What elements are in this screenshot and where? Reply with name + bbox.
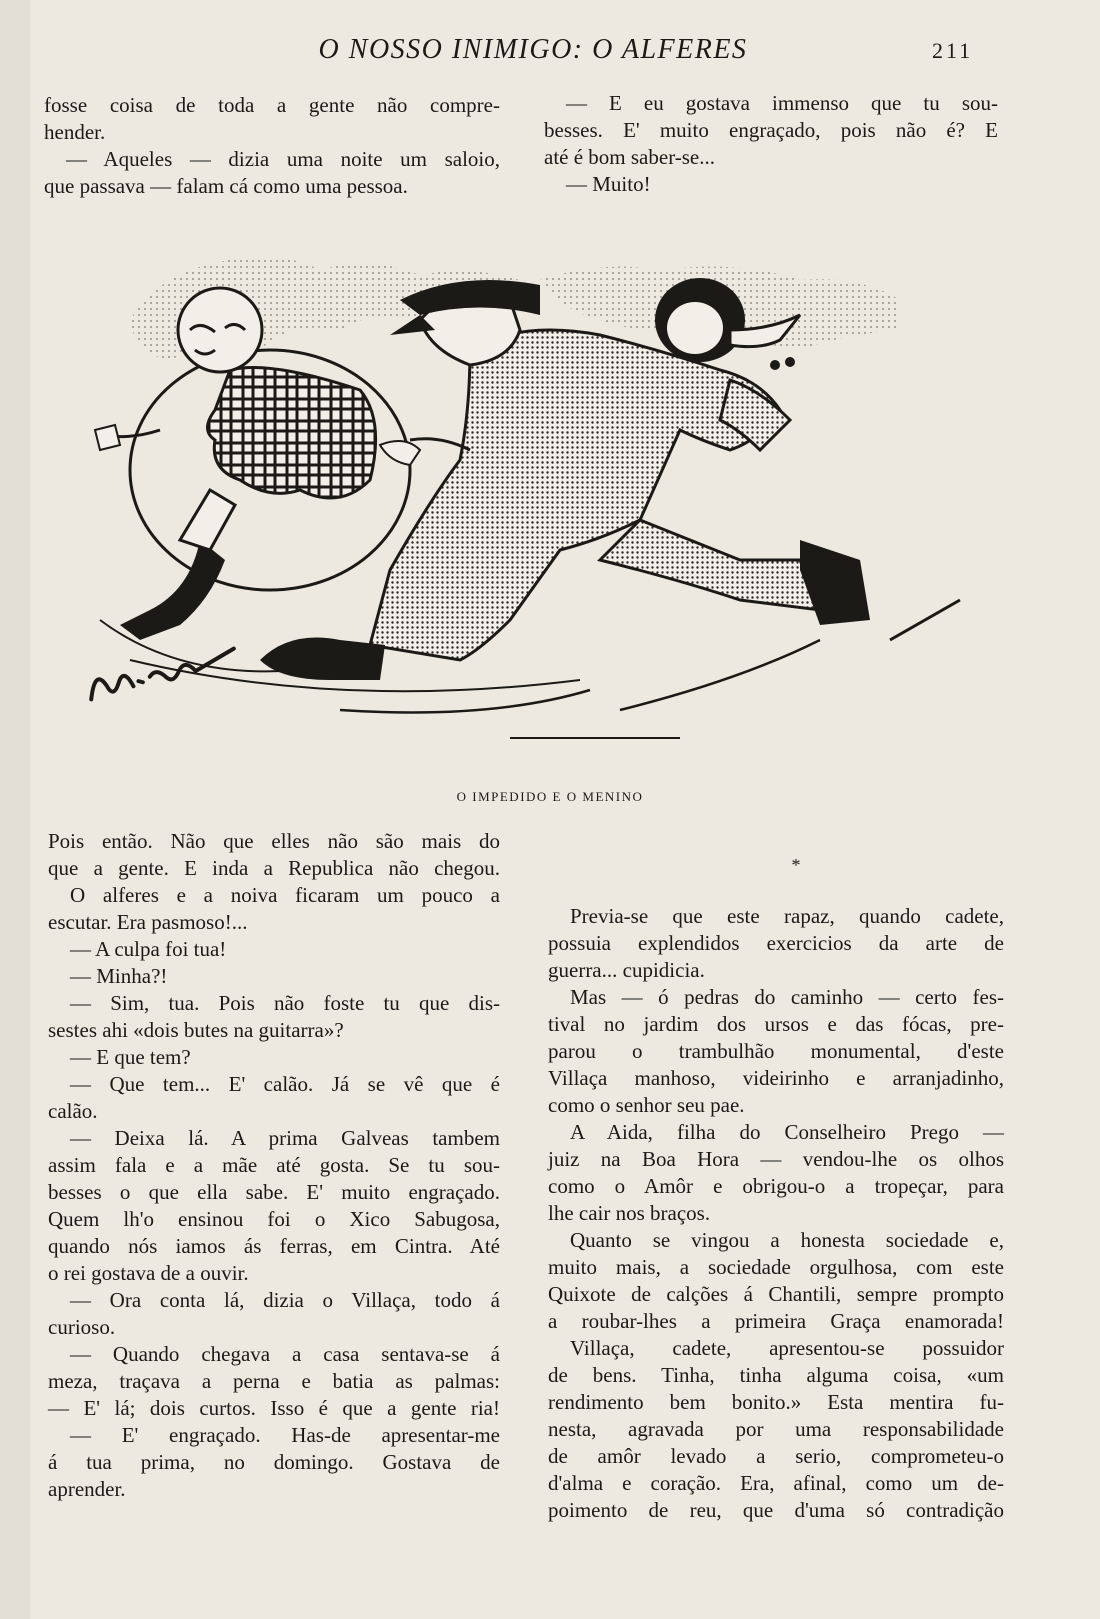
text-line: — E eu gostava immenso que tu sou- [566, 91, 998, 115]
text-line: tival no jardim dos ursos e das fócas, pre- [548, 1012, 1004, 1036]
text-line: muito mais, a sociedade orgulhosa, com este [548, 1255, 1004, 1279]
text-line: juiz na Boa Hora — vendou-lhe os olhos [548, 1147, 1004, 1171]
page-title: O NOSSO INIMIGO: O ALFERES [318, 34, 748, 65]
text-line: quando nós iamos ás ferras, em Cintra. Até [48, 1234, 500, 1258]
text-line: assim fala e a mãe até gosta. Se tu sou- [48, 1153, 500, 1177]
illustration-caption: O IMPEDIDO E O MENINO [456, 789, 644, 804]
text-line: besses. E' muito engraçado, pois não é? E [544, 118, 998, 142]
section-separator: * [791, 855, 801, 875]
text-line: meza, traçava a perna e batia as palmas: [48, 1369, 500, 1393]
text-line: sestes ahi «dois butes na guitarra»? [48, 1018, 344, 1042]
speed-line [620, 640, 820, 710]
bottom-left-column [48, 828, 500, 1503]
page-edge-shadow [0, 0, 30, 1619]
text-line: — Minha?! [70, 964, 168, 988]
text-line: Villaça manhoso, videirinho e arranjadinho, [548, 1066, 1004, 1090]
top-left-column [44, 92, 500, 200]
top-right-column [544, 90, 998, 198]
text-line: — Que tem... E' calão. Já se vê que é [70, 1072, 500, 1096]
text-line: Previa-se que este rapaz, quando cadete, [570, 904, 1004, 928]
text-line: de amôr levado a serio, comprometeu-o [548, 1444, 1004, 1468]
text-line: de bens. Tinha, tinha alguma coisa, «um [548, 1363, 1004, 1387]
text-line: — E' engraçado. Has-de apresentar-me [70, 1423, 500, 1447]
text-line: O alferes e a noiva ficaram um pouco a [70, 883, 500, 907]
text-line: rendimento bem bonito.» Esta mentira fu- [548, 1390, 1004, 1414]
text-line: aprender. [48, 1477, 126, 1501]
text-line: que a gente. E inda a Republica não chegou. [48, 856, 500, 880]
text-line: a roubar-lhes a primeira Graça enamorada! [548, 1309, 1004, 1333]
text-line: — Aqueles — dizia uma noite um saloio, [66, 147, 500, 171]
text-line: — Sim, tua. Pois não foste tu que dis- [70, 991, 500, 1015]
text-line: Pois então. Não que elles não são mais do [48, 829, 500, 853]
text-line: — E que tem? [70, 1045, 191, 1069]
text-line: A Aida, filha do Conselheiro Prego — [570, 1120, 1004, 1144]
text-line: que passava — falam cá como uma pessoa. [44, 174, 408, 198]
text-line: possuia explendidos exercicios da arte de [548, 931, 1004, 955]
text-line: Mas — ó pedras do caminho — certo fes- [570, 985, 1004, 1009]
text-line: — E' lá; dois curtos. Isso é que a gente ria! [48, 1396, 500, 1420]
text-line: curioso. [48, 1315, 116, 1339]
text-line: poimento de reu, que d'uma só contradição [548, 1498, 1004, 1522]
speed-line [340, 690, 590, 713]
text-line: nesta, agravada por uma responsabilidade [548, 1417, 1004, 1441]
text-line: Quem lh'o ensinou foi o Xico Sabugosa, [48, 1207, 500, 1231]
text-line: escutar. Era pasmoso!... [48, 910, 248, 934]
text-line: como o senhor seu pae. [548, 1093, 745, 1117]
text-line: á tua prima, no domingo. Gostava de [48, 1450, 500, 1474]
text-line: o rei gostava de a ouvir. [48, 1261, 249, 1285]
text-line: guerra... cupidicia. [548, 958, 705, 982]
text-line: como o Amôr e obrigou-o a tropeçar, para [548, 1174, 1004, 1198]
speed-line [890, 600, 960, 640]
illustration-running-figures [40, 240, 1040, 780]
text-line: — Quando chegava a casa sentava-se á [70, 1342, 500, 1366]
text-line: lhe cair nos braços. [548, 1201, 711, 1225]
text-line: Quixote de calções á Chantili, sempre prompto [548, 1282, 1004, 1306]
text-line: parou o trambulhão monumental, d'este [548, 1039, 1004, 1063]
text-line: calão. [48, 1099, 98, 1123]
text-line: até é bom saber-se... [544, 145, 716, 169]
text-line: besses o que ella sabe. E' muito engraçado. [48, 1180, 500, 1204]
text-line: — A culpa foi tua! [70, 937, 227, 961]
text-line: hender. [44, 120, 106, 144]
text-line: — Muito! [566, 172, 651, 196]
page-number: 211 [932, 38, 974, 63]
text-line: Villaça, cadete, apresentou-se possuidor [570, 1336, 1004, 1360]
text-line: — Ora conta lá, dizia o Villaça, todo á [70, 1288, 500, 1312]
text-line: — Deixa lá. A prima Galveas tambem [70, 1126, 500, 1150]
text-line: d'alma e coração. Era, afinal, como um de- [548, 1471, 1004, 1495]
bottom-right-column [548, 852, 1004, 1524]
artist-signature [87, 649, 238, 700]
running-header [0, 34, 1100, 74]
text-line: fosse coisa de toda a gente não compre- [44, 93, 500, 117]
text-line: Quanto se vingou a honesta sociedade e, [570, 1228, 1004, 1252]
